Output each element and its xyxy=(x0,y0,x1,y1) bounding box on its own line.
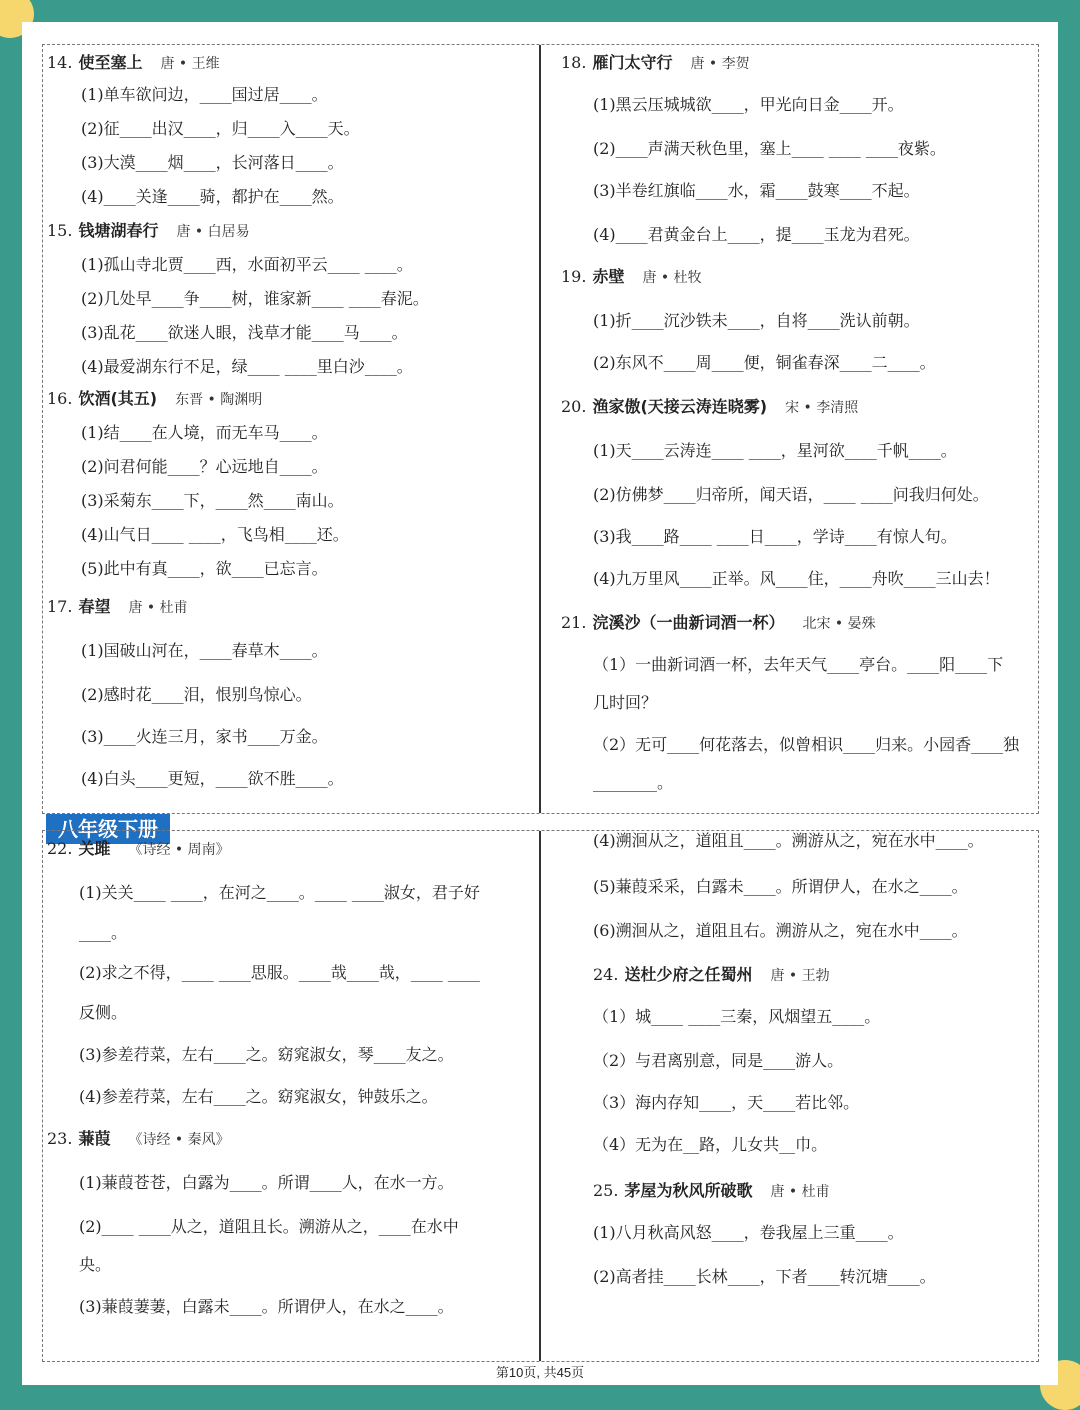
fill-blank-line: (3)乱花____欲迷人眼，浅草才能____马____。 xyxy=(81,323,408,342)
poem-author: 东晋 • 陶渊明 xyxy=(175,392,263,408)
poem-heading xyxy=(47,389,262,410)
fill-blank-line: (2)征____出汉____，归____入____天。 xyxy=(81,119,360,138)
fill-blank-line: (2)东风不____周____便，铜雀春深____二____。 xyxy=(593,353,936,372)
poem-heading xyxy=(561,397,858,418)
top-exercise-box xyxy=(42,44,1039,814)
fill-blank-line: (4)____关逢____骑，都护在____然。 xyxy=(81,187,344,206)
poem-heading xyxy=(47,597,188,618)
poem-number: 19. xyxy=(561,267,587,286)
fill-blank-line: (2)高者挂____长林____，下者____转沉塘____。 xyxy=(593,1267,936,1286)
poem-author: 唐 • 李贺 xyxy=(690,56,750,72)
poem-title: 茅屋为秋风所破歌 xyxy=(624,1181,753,1200)
poem-heading xyxy=(47,53,220,74)
fill-blank-line: (2)几处早____争____树，谁家新____ ____春泥。 xyxy=(81,289,429,308)
fill-blank-line: （4）无为在__路，儿女共__巾。 xyxy=(593,1135,828,1154)
poem-heading xyxy=(561,613,876,634)
section-label: 八年级下册 xyxy=(46,814,170,844)
poem-author: 《诗经 • 周南》 xyxy=(128,842,230,858)
bottom-exercise-box xyxy=(42,830,1039,1362)
fill-blank-line: (3)大漠____烟____，长河落日____。 xyxy=(81,153,344,172)
fill-blank-line: （1）一曲新词酒一杯，去年天气____亭台。____阳____下 xyxy=(593,655,1004,674)
column-divider xyxy=(539,831,541,1361)
fill-blank-line: (2)____声满天秋色里，塞上____ ____ ____夜紫。 xyxy=(593,139,946,158)
fill-blank-line: (1)黑云压城城欲____，甲光向日金____开。 xyxy=(593,95,904,114)
poem-number: 23. xyxy=(47,1129,73,1148)
fill-blank-line: (5)此中有真____，欲____已忘言。 xyxy=(81,559,328,578)
poem-author: 唐 • 杜甫 xyxy=(128,600,188,616)
fill-blank-line: (2)感时花____泪，恨别鸟惊心。 xyxy=(81,685,312,704)
fill-blank-line: (2)____ ____从之，道阻且长。溯游从之，____在水中 xyxy=(79,1217,459,1236)
fill-blank-line: (4)参差荇菜，左右____之。窈窕淑女，钟鼓乐之。 xyxy=(79,1087,438,1106)
poem-title: 钱塘湖春行 xyxy=(78,221,159,240)
fill-blank-line: (1)蒹葭苍苍，白露为____。所谓____人，在水一方。 xyxy=(79,1173,454,1192)
poem-heading xyxy=(593,965,830,986)
poem-number: 16. xyxy=(47,389,73,408)
poem-number: 24. xyxy=(593,965,619,984)
fill-blank-line: (4)白头____更短，____欲不胜____。 xyxy=(81,769,344,788)
fill-blank-line: (1)关关____ ____，在河之____。____ ____淑女，君子好 xyxy=(79,883,480,902)
poem-number: 15. xyxy=(47,221,73,240)
fill-blank-line: (3)我____路____ ____日____，学诗____有惊人句。 xyxy=(593,527,957,546)
poem-title: 浣溪沙（一曲新词酒一杯） xyxy=(592,613,785,632)
worksheet-page xyxy=(22,22,1058,1385)
poem-author: 唐 • 杜甫 xyxy=(770,1184,830,1200)
fill-blank-line: （3）海内存知____，天____若比邻。 xyxy=(593,1093,860,1112)
poem-heading xyxy=(47,839,230,860)
poem-number: 21. xyxy=(561,613,587,632)
poem-heading xyxy=(593,1181,830,1202)
poem-author: 唐 • 白居易 xyxy=(176,224,250,240)
fill-blank-line: （1）城____ ____三秦，风烟望五____。 xyxy=(593,1007,881,1026)
poem-author: 唐 • 王维 xyxy=(160,56,220,72)
poem-author: 宋 • 李清照 xyxy=(785,400,859,416)
fill-blank-line: (1)结____在人境，而无车马____。 xyxy=(81,423,328,442)
poem-title: 送杜少府之任蜀州 xyxy=(624,965,753,984)
fill-blank-line: （2）与君离别意，同是____游人。 xyxy=(593,1051,844,1070)
fill-blank-line: (1)单车欲问边，____国过居____。 xyxy=(81,85,328,104)
fill-blank-line: (3)半卷红旗临____水，霜____鼓寒____不起。 xyxy=(593,181,920,200)
fill-blank-line: 反侧。 xyxy=(79,1003,128,1022)
poem-heading xyxy=(47,221,250,242)
fill-blank-line: (1)国破山河在，____春草木____。 xyxy=(81,641,328,660)
page-footer: 第10页, 共45页 xyxy=(495,1365,585,1380)
poem-title: 蒹葭 xyxy=(78,1129,111,1148)
column-divider xyxy=(539,45,541,813)
poem-number: 25. xyxy=(593,1181,619,1200)
fill-blank-line: (1)孤山寺北贾____西，水面初平云____ ____。 xyxy=(81,255,413,274)
fill-blank-line: (3)蒹葭萋萋，白露未____。所谓伊人，在水之____。 xyxy=(79,1297,454,1316)
fill-blank-line: (5)蒹葭采采，白露未____。所谓伊人，在水之____。 xyxy=(593,877,968,896)
fill-blank-line: (6)溯洄从之，道阻且右。溯游从之，宛在水中____。 xyxy=(593,921,968,940)
poem-number: 14. xyxy=(47,53,73,72)
fill-blank-line: (3)参差荇菜，左右____之。窈窕淑女，琴____友之。 xyxy=(79,1045,454,1064)
fill-blank-line: (2)问君何能____？心远地自____。 xyxy=(81,457,328,476)
fill-blank-line: (4)____君黄金台上____，提____玉龙为君死。 xyxy=(593,225,920,244)
fill-blank-line: 几时回？ xyxy=(593,693,658,712)
poem-title: 关雎 xyxy=(78,839,111,858)
poem-number: 17. xyxy=(47,597,73,616)
poem-author: 北宋 • 晏殊 xyxy=(802,616,876,632)
poem-title: 春望 xyxy=(78,597,111,616)
poem-title: 赤壁 xyxy=(592,267,625,286)
poem-heading xyxy=(561,53,750,74)
poem-heading xyxy=(47,1129,230,1150)
fill-blank-line: (4)山气日____ ____，飞鸟相____还。 xyxy=(81,525,349,544)
fill-blank-line: (3)____火连三月，家书____万金。 xyxy=(81,727,328,746)
fill-blank-line: (1)八月秋高风怒____，卷我屋上三重____。 xyxy=(593,1223,904,1242)
fill-blank-line: ____。 xyxy=(79,923,128,942)
poem-author: 《诗经 • 秦风》 xyxy=(128,1132,230,1148)
fill-blank-line: (4)溯洄从之，道阻且____。溯游从之，宛在水中____。 xyxy=(593,831,984,850)
poem-author: 唐 • 王勃 xyxy=(770,968,830,984)
poem-title: 雁门太守行 xyxy=(592,53,673,72)
poem-number: 18. xyxy=(561,53,587,72)
fill-blank-line: (3)采菊东____下，____然____南山。 xyxy=(81,491,344,510)
fill-blank-line: 央。 xyxy=(79,1255,112,1274)
fill-blank-line: (1)折____沉沙铁未____，自将____洗认前朝。 xyxy=(593,311,920,330)
poem-heading xyxy=(561,267,702,288)
fill-blank-line: (1)天____云涛连____ ____，星河欲____千帆____。 xyxy=(593,441,957,460)
poem-author: 唐 • 杜牧 xyxy=(642,270,702,286)
fill-blank-line: ________。 xyxy=(593,773,674,792)
fill-blank-line: (4)最爱湖东行不足，绿____ ____里白沙____。 xyxy=(81,357,413,376)
poem-title: 渔家傲(天接云涛连晓雾) xyxy=(592,397,768,416)
poem-number: 20. xyxy=(561,397,587,416)
fill-blank-line: （2）无可____何花落去，似曾相识____归来。小园香____独 xyxy=(593,735,1020,754)
poem-title: 使至塞上 xyxy=(78,53,143,72)
poem-number: 22. xyxy=(47,839,73,858)
poem-title: 饮酒(其五) xyxy=(78,389,158,408)
fill-blank-line: (2)求之不得，____ ____思服。____哉____哉，____ ____ xyxy=(79,963,480,982)
fill-blank-line: (4)九万里风____正举。风____住，____舟吹____三山去！ xyxy=(593,569,1000,588)
fill-blank-line: (2)仿佛梦____归帝所，闻天语，____ ____问我归何处。 xyxy=(593,485,989,504)
